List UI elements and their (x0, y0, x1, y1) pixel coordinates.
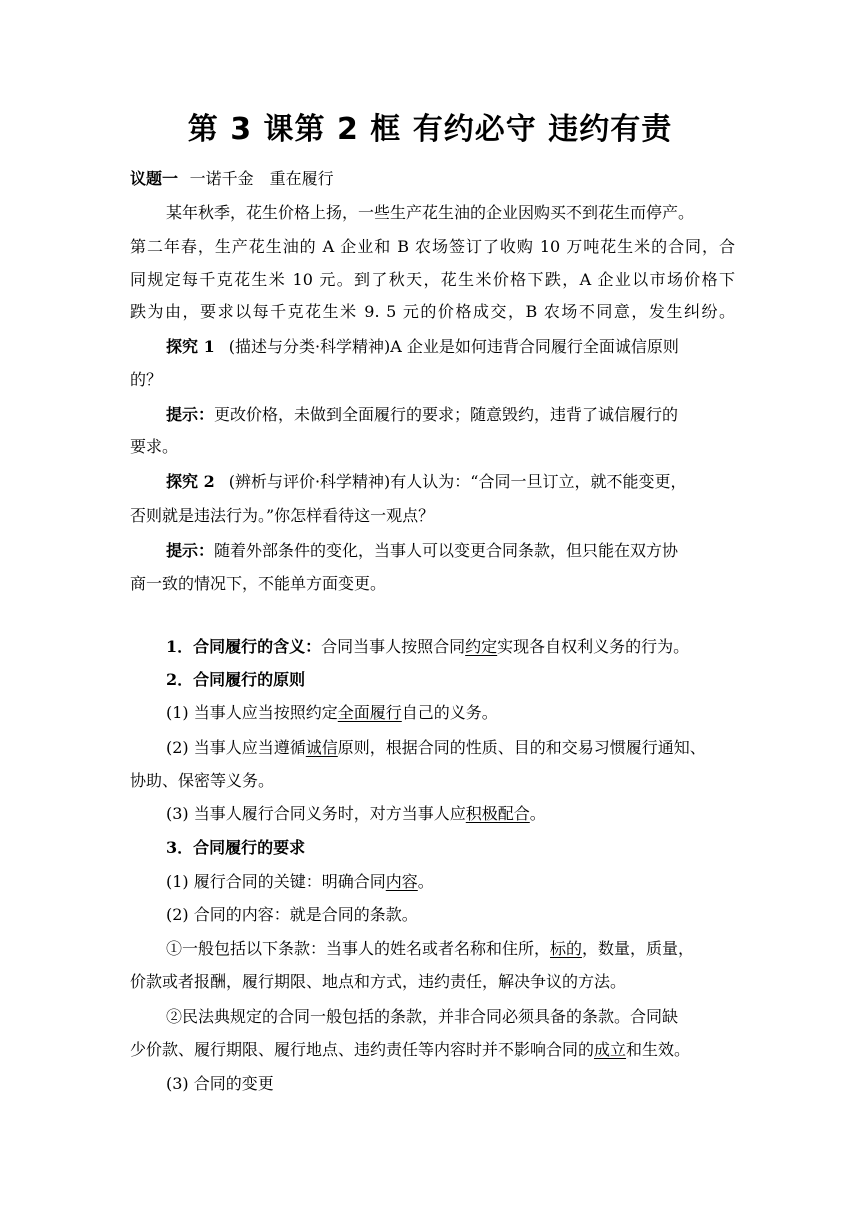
answer-1-label: 提示： (166, 405, 215, 424)
point-2-3-text: (3) 当事人履行合同义务时，对方当事人应 (166, 804, 466, 823)
point-2-1-text: (1) 当事人应当按照约定 (166, 703, 338, 722)
case-line-3: 同规定每千克花生米 10 元。到了秋天，花生米价格下跌，A 企业以市场价格下 (130, 270, 735, 289)
point-3-2a-text-end: ，数量，质量， (582, 939, 695, 958)
underlined-term: 内容 (385, 872, 418, 891)
point-2-1-text-end: 自己的义务。 (401, 703, 498, 722)
question-2 (130, 471, 735, 493)
underlined-term: 全面履行 (337, 703, 402, 722)
answer-1-text: 更改价格，未做到全面履行的要求；随意毁约，违背了诚信履行的 (214, 405, 679, 424)
point-2-3 (130, 803, 735, 825)
topic-label: 议题一 (130, 169, 179, 188)
underlined-term: 标的 (550, 939, 583, 958)
question-1-cont: 的？ (130, 370, 163, 389)
case-line-4: 跌为由，要求以每千克花生米 9. 5 元的价格成交，B 农场不同意，发生纠纷。 (130, 302, 735, 321)
point-2-2-text: (2) 当事人应当遵循 (166, 738, 306, 757)
point-2-2-text-end: 原则，根据合同的性质、目的和交易习惯履行通知、 (337, 738, 706, 757)
point-1-head: 1．合同履行的含义： (166, 637, 322, 656)
point-2-2-cont: 协助、保密等义务。 (130, 771, 275, 790)
question-1-text: (描述与分类·科学精神)A 企业是如何违背合同履行全面诚信原则 (228, 337, 679, 356)
point-3-2b-text: 少价款、履行期限、履行地点、违约责任等内容时并不影响合同的 (130, 1040, 595, 1059)
answer-2-label: 提示： (166, 541, 215, 560)
point-1-text-end: 实现各自权利义务的行为。 (497, 637, 690, 656)
question-2-label: 探究 2 (166, 472, 215, 491)
point-3-1-text-end: 。 (417, 872, 434, 891)
underlined-term: 积极配合 (465, 804, 530, 823)
point-1 (130, 636, 735, 658)
point-3-2: (2) 合同的内容：就是合同的条款。 (166, 905, 418, 924)
point-3-3: (3) 合同的变更 (166, 1074, 274, 1093)
point-3-2b-text-end: 和生效。 (626, 1040, 691, 1059)
point-2-1 (130, 702, 735, 724)
underlined-term: 诚信 (305, 738, 338, 757)
point-1-text: 合同当事人按照合同 (321, 637, 466, 656)
point-2-2 (130, 737, 735, 759)
underlined-term: 成立 (594, 1040, 627, 1059)
point-3-2a-cont: 价款或者报酬，履行期限、地点和方式，违约责任，解决争议的方法。 (130, 972, 627, 991)
point-3-2b-cont (130, 1039, 735, 1061)
answer-2 (130, 540, 735, 562)
underlined-term: 约定 (465, 637, 498, 656)
topic-text: 一诺千金 重在履行 (189, 169, 334, 188)
question-2-text: (辨析与评价·科学精神)有人认为：“合同一旦订立，就不能变更， (228, 472, 687, 491)
point-2-3-text-end: 。 (529, 804, 546, 823)
page-title: 第 3 课第 2 框 有约必守 违约有责 (187, 112, 673, 147)
point-3-2a (130, 938, 735, 960)
answer-1 (130, 404, 735, 426)
point-3-head: 3．合同履行的要求 (166, 838, 306, 857)
point-3-2b: ②民法典规定的合同一般包括的条款，并非合同必须具备的条款。合同缺 (166, 1007, 679, 1026)
point-3-2a-text: ①一般包括以下条款：当事人的姓名或者名称和住所， (166, 939, 551, 958)
topic-heading (130, 168, 735, 190)
question-1 (130, 336, 735, 358)
case-line-1: 某年秋季，花生价格上扬，一些生产花生油的企业因购买不到花生而停产。 (166, 203, 695, 222)
question-1-label: 探究 1 (166, 337, 215, 356)
case-line-2: 第二年春，生产花生油的 A 企业和 B 农场签订了收购 10 万吨花生米的合同，合 (130, 237, 735, 256)
answer-1-cont: 要求。 (130, 437, 179, 456)
answer-2-cont: 商一致的情况下，不能单方面变更。 (130, 574, 387, 593)
question-2-cont: 否则就是违法行为。”你怎样看待这一观点？ (130, 506, 435, 525)
answer-2-text: 随着外部条件的变化，当事人可以变更合同条款，但只能在双方协 (214, 541, 679, 560)
point-2-head: 2．合同履行的原则 (166, 670, 306, 689)
point-3-1-text: (1) 履行合同的关键：明确合同 (166, 872, 386, 891)
point-3-1 (130, 871, 735, 893)
